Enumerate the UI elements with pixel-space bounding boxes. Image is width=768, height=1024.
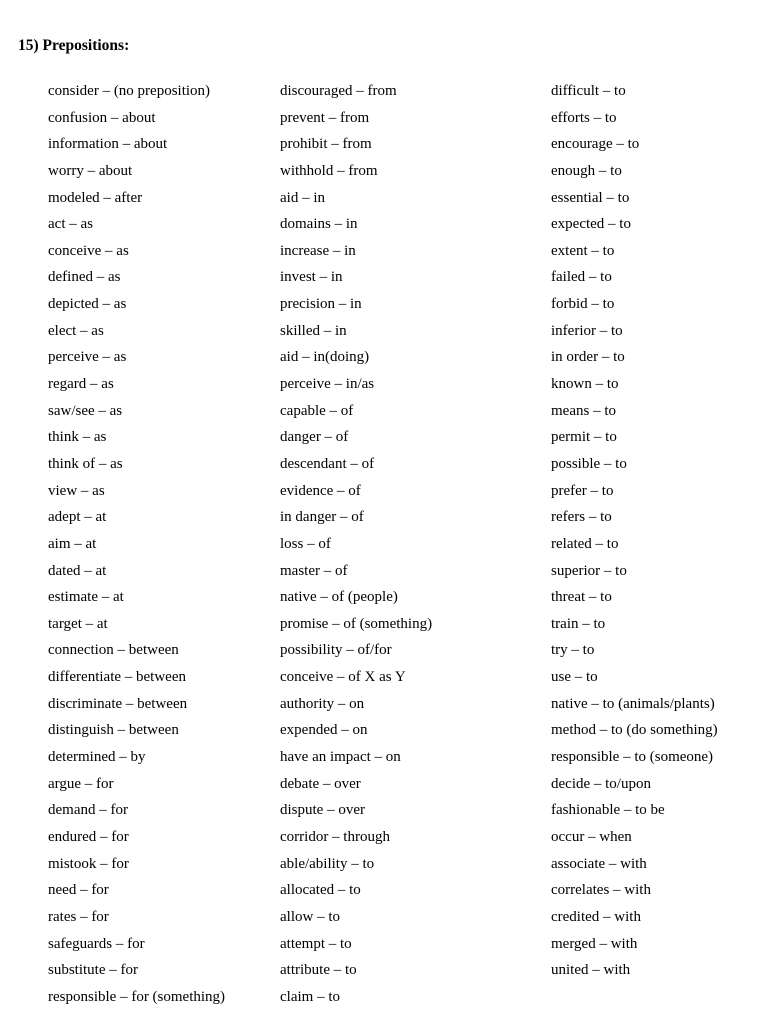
preposition-entry: expected – to [551, 216, 631, 233]
preposition-entry: known – to [551, 376, 619, 393]
preposition-entry: discriminate – between [48, 695, 188, 712]
preposition-entry: determined – by [48, 749, 146, 766]
preposition-entry: descendant – of [280, 455, 375, 472]
preposition-entry: consider – (no preposition) [48, 83, 211, 99]
preposition-entry: possibility – of/for [280, 642, 392, 659]
preposition-entry: enough – to [551, 162, 622, 179]
preposition-entry: failed – to [551, 269, 612, 286]
preposition-entry: safeguards – for [48, 935, 145, 952]
preposition-entry: perceive – in/as [280, 376, 375, 393]
preposition-entry: possible – to [551, 455, 627, 472]
preposition-entry: encourage – to [551, 136, 640, 153]
preposition-entry: permit – to [551, 429, 617, 446]
preposition-entry: regard – as [48, 376, 114, 393]
preposition-entry: withhold – from [280, 162, 378, 179]
preposition-column-3 [551, 80, 718, 986]
preposition-entry: loss – of [280, 535, 331, 552]
preposition-entry: perceive – as [48, 349, 127, 366]
preposition-entry: united – with [551, 962, 631, 979]
preposition-entry: aid – in(doing) [280, 349, 370, 366]
preposition-entry: invest – in [280, 269, 343, 286]
preposition-entry: in danger – of [280, 509, 364, 526]
preposition-entry: increase – in [280, 242, 356, 259]
preposition-entry: native – of (people) [280, 589, 398, 606]
preposition-entry: substitute – for [48, 962, 138, 979]
preposition-entry: associate – with [551, 855, 647, 872]
preposition-entry: try – to [551, 642, 595, 659]
preposition-entry: prevent – from [280, 109, 370, 126]
preposition-entry: master – of [280, 562, 348, 579]
preposition-entry: discouraged – from [280, 83, 397, 99]
preposition-entry: forbid – to [551, 296, 615, 313]
preposition-entry: correlates – with [551, 882, 651, 899]
preposition-entry: method – to (do something) [551, 722, 718, 739]
preposition-entry: fashionable – to be [551, 802, 665, 819]
preposition-entry: differentiate – between [48, 669, 186, 686]
preposition-entry: confusion – about [48, 109, 156, 126]
preposition-entry: target – at [48, 615, 108, 632]
preposition-entry: prefer – to [551, 482, 614, 499]
preposition-entry: need – for [48, 882, 109, 899]
preposition-entry: aid – in [280, 189, 325, 206]
preposition-entry: superior – to [551, 562, 627, 579]
preposition-entry: mistook – for [48, 855, 129, 872]
preposition-entry: inferior – to [551, 322, 623, 339]
preposition-entry: view – as [48, 482, 105, 499]
preposition-entry: promise – of (something) [280, 615, 433, 632]
preposition-entry: expended – on [280, 722, 368, 739]
preposition-column-2 [280, 80, 432, 1012]
preposition-entry: evidence – of [280, 482, 361, 499]
preposition-entry: authority – on [280, 695, 365, 712]
preposition-entry: defined – as [48, 269, 121, 286]
preposition-entry: credited – with [551, 908, 641, 925]
preposition-entry: merged – with [551, 935, 638, 952]
preposition-entry: think – as [48, 429, 107, 446]
preposition-entry: precision – in [280, 296, 362, 313]
preposition-entry: elect – as [48, 322, 104, 339]
preposition-entry: allow – to [280, 908, 340, 925]
preposition-entry: adept – at [48, 509, 107, 526]
preposition-entry: think of – as [48, 455, 123, 472]
preposition-entry: conceive – as [48, 242, 129, 259]
preposition-entry: depicted – as [48, 296, 127, 313]
preposition-entry: danger – of [280, 429, 349, 446]
preposition-entry: act – as [48, 216, 93, 233]
preposition-entry: modeled – after [48, 189, 143, 206]
preposition-entry: claim – to [280, 988, 340, 1005]
preposition-entry: attribute – to [280, 962, 357, 979]
preposition-entry: responsible – to (someone) [551, 749, 714, 766]
preposition-entry: difficult – to [551, 83, 626, 99]
preposition-entry: argue – for [48, 775, 114, 792]
preposition-entry: refers – to [551, 509, 612, 526]
preposition-entry: connection – between [48, 642, 179, 659]
preposition-entry: use – to [551, 669, 598, 686]
preposition-entry: debate – over [280, 775, 361, 792]
preposition-entry: related – to [551, 535, 619, 552]
preposition-entry: endured – for [48, 828, 129, 845]
page-title: 15) Prepositions: [18, 37, 130, 54]
preposition-entry: prohibit – from [280, 136, 372, 153]
preposition-entry: responsible – for (something) [48, 988, 226, 1005]
preposition-entry: conceive – of X as Y [280, 669, 406, 686]
preposition-entry: worry – about [48, 162, 133, 179]
preposition-entry: skilled – in [280, 322, 347, 339]
preposition-entry: estimate – at [48, 589, 124, 606]
preposition-entry: saw/see – as [48, 402, 123, 419]
preposition-entry: dispute – over [280, 802, 365, 819]
preposition-entry: have an impact – on [280, 749, 401, 766]
preposition-entry: extent – to [551, 242, 615, 259]
preposition-entry: threat – to [551, 589, 612, 606]
preposition-entry: dated – at [48, 562, 107, 579]
preposition-entry: train – to [551, 615, 606, 632]
preposition-column-1 [48, 80, 225, 1012]
preposition-entry: rates – for [48, 908, 109, 925]
preposition-entry: distinguish – between [48, 722, 179, 739]
preposition-entry: demand – for [48, 802, 128, 819]
preposition-entry: means – to [551, 402, 616, 419]
preposition-entry: capable – of [280, 402, 354, 419]
preposition-entry: domains – in [280, 216, 358, 233]
preposition-entry: information – about [48, 136, 168, 153]
preposition-entry: occur – when [551, 828, 632, 845]
preposition-entry: in order – to [551, 349, 625, 366]
preposition-entry: attempt – to [280, 935, 352, 952]
preposition-entry: able/ability – to [280, 855, 375, 872]
preposition-entry: aim – at [48, 535, 97, 552]
preposition-entry: allocated – to [280, 882, 361, 899]
preposition-entry: corridor – through [280, 828, 390, 845]
preposition-entry: efforts – to [551, 109, 617, 126]
preposition-entry: decide – to/upon [551, 775, 651, 792]
preposition-entry: native – to (animals/plants) [551, 695, 715, 712]
preposition-entry: essential – to [551, 189, 630, 206]
